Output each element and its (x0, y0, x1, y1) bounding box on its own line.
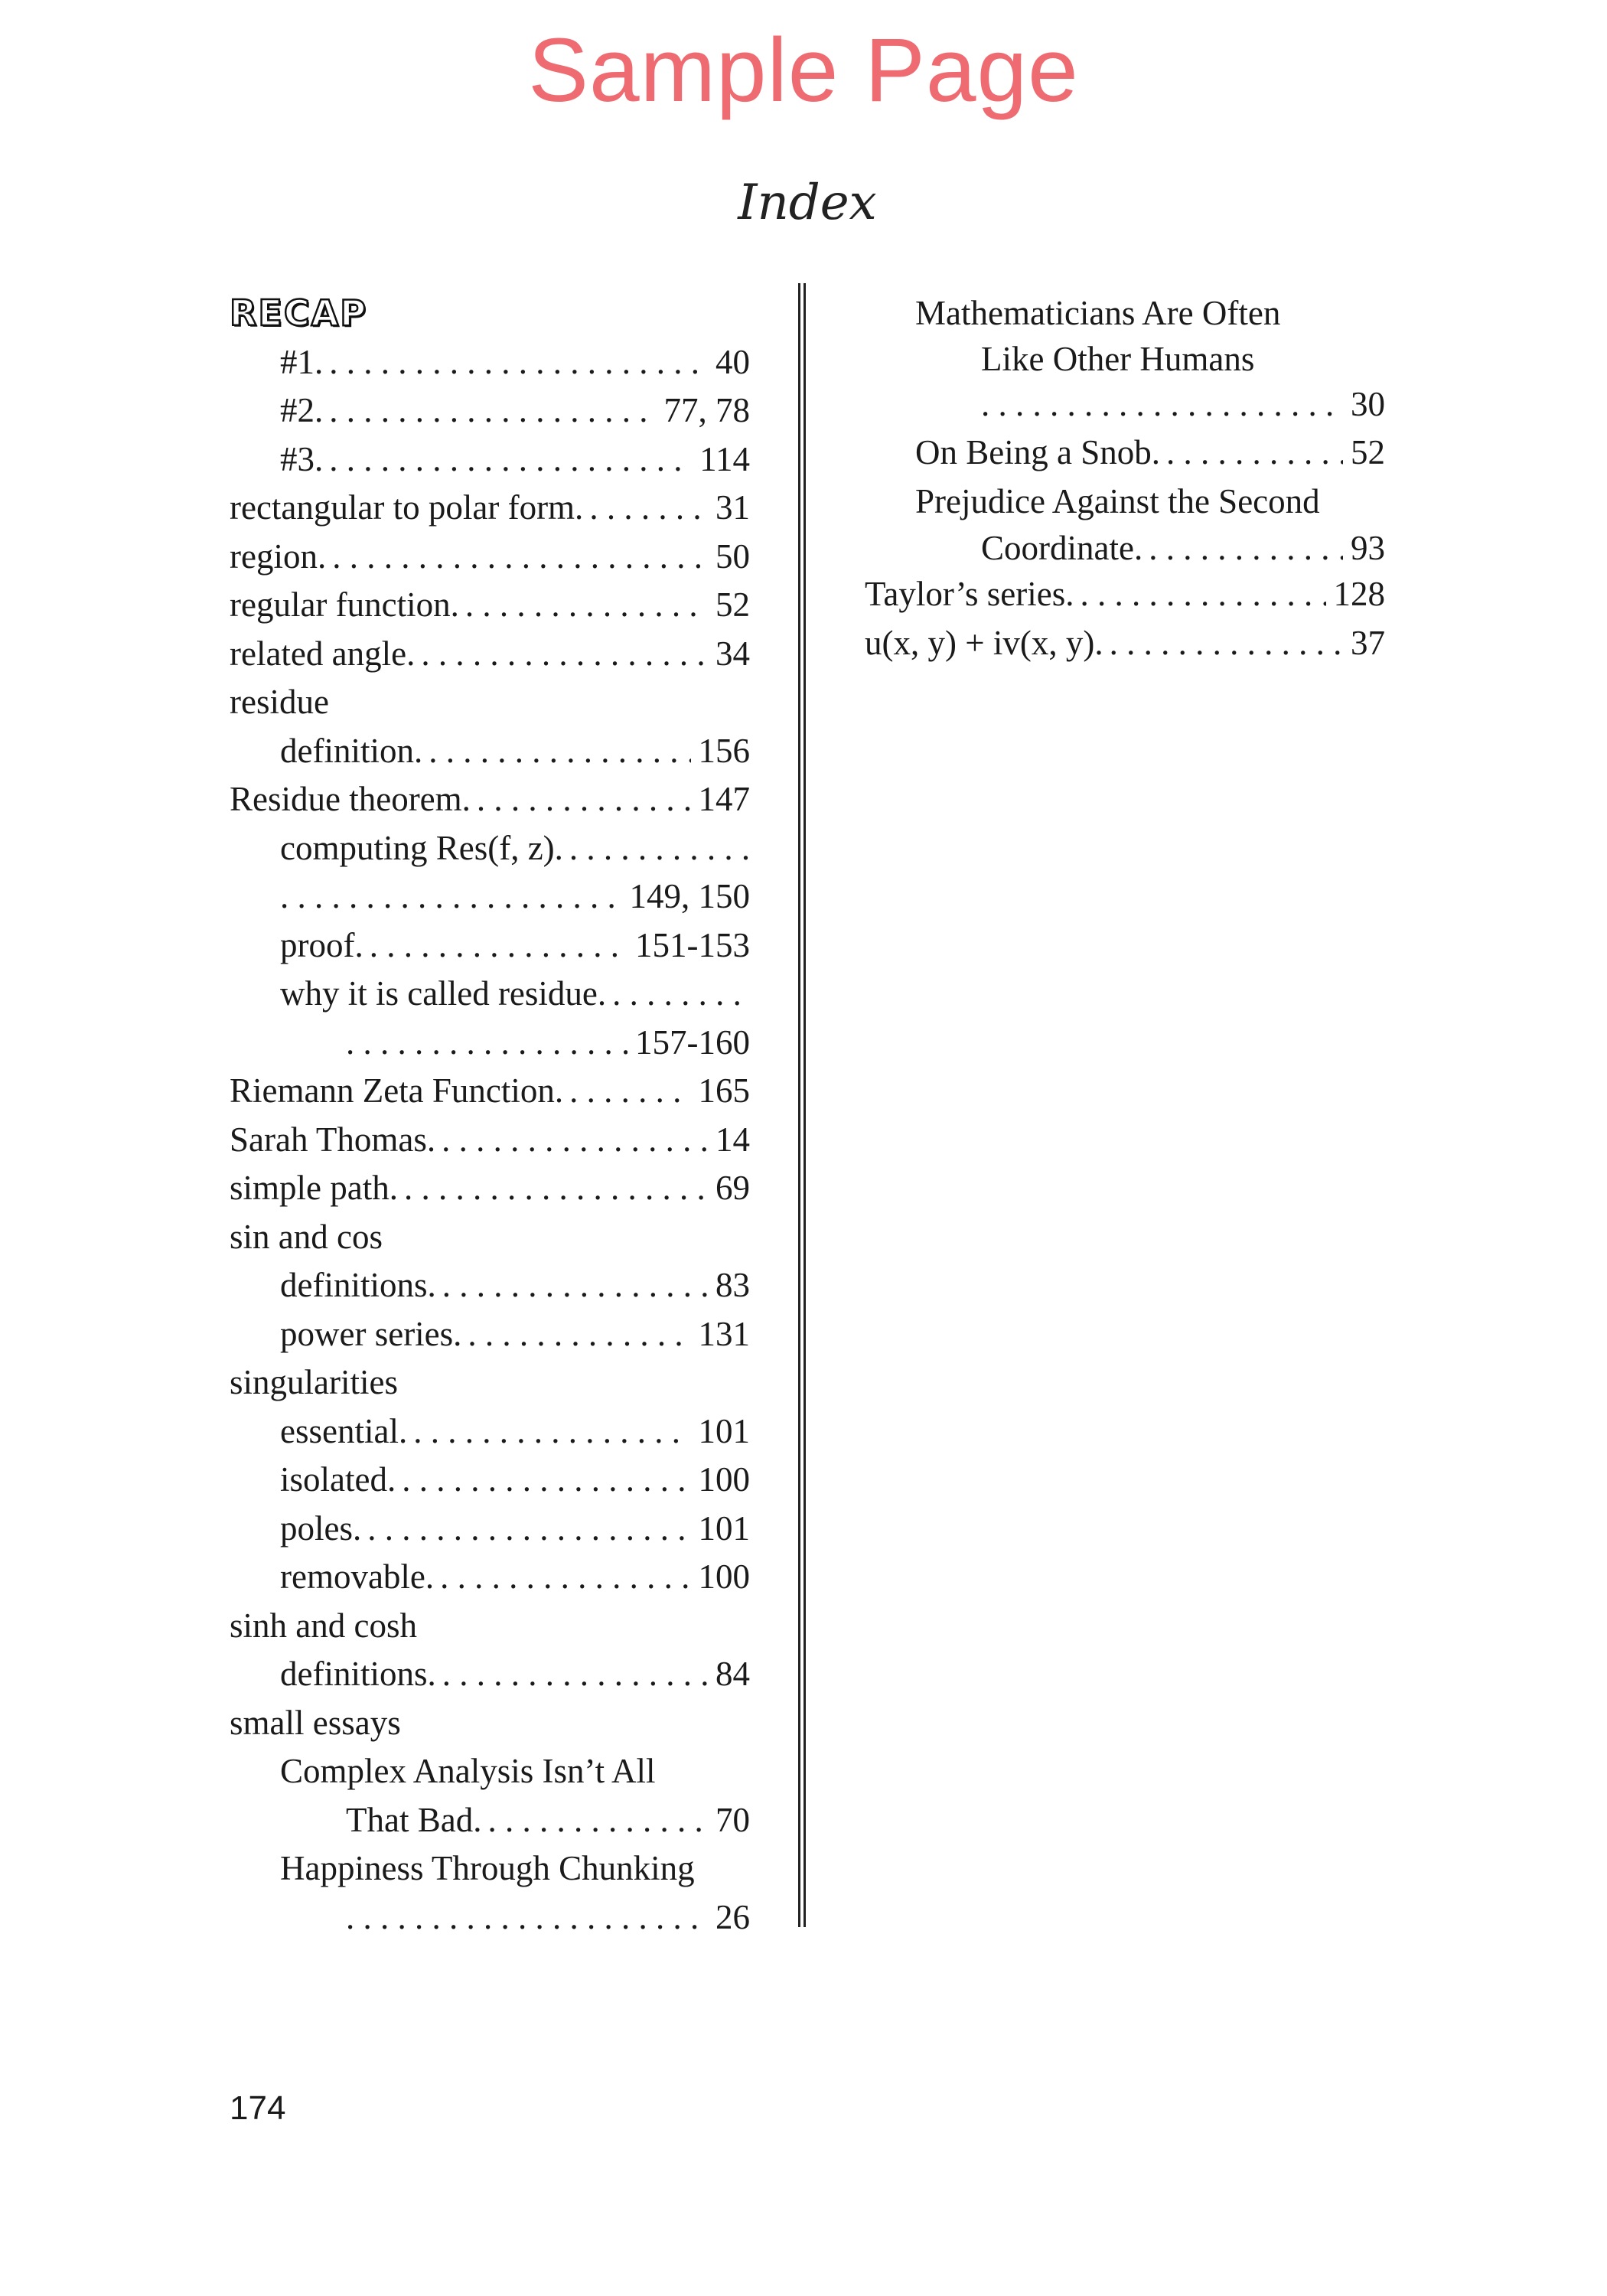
index-entry: power series. . . . 131 (230, 1310, 750, 1359)
index-entry: isolated. . . . 100 (230, 1456, 750, 1505)
index-entry-heading: Prejudice Against the Second (915, 481, 1320, 520)
index-entry: poles. . . . 101 (230, 1505, 750, 1554)
index-entry: definitions. . . . 84 (230, 1650, 750, 1699)
index-entry: definitions. . . . 83 (230, 1261, 750, 1310)
sample-page-watermark: Sample Page (528, 20, 1079, 121)
index-entry-heading: Complex Analysis Isn’t All (280, 1752, 656, 1790)
index-entry: removable. . . . 100 (230, 1553, 750, 1602)
index-entry: why it is called residue. . . . (230, 970, 750, 1019)
index-title: Index (738, 174, 877, 231)
index-entry-heading: small essays (230, 1703, 401, 1742)
index-entry-heading: singularities (230, 1363, 398, 1401)
index-entry-heading: sin and cos (230, 1217, 383, 1256)
index-entry: simple path. . . . 69 (230, 1164, 750, 1213)
index-entry-continuation: . . . 157-160 (230, 1019, 750, 1068)
index-entry: computing Res(f, z). . . . (230, 824, 750, 873)
index-left-column (230, 289, 750, 1942)
index-entry: region. . . . 50 (230, 533, 750, 582)
index-entry: proof. . . . 151-153 (230, 921, 750, 970)
index-entry-continuation: . . . 26 (230, 1893, 750, 1942)
page-number: 174 (230, 2089, 286, 2127)
index-entry-heading: Like Other Humans (981, 339, 1255, 378)
index-entry: #2. . . . 77, 78 (230, 386, 750, 435)
index-entry: #3. . . . 114 (230, 435, 750, 484)
index-entry-heading: residue (230, 683, 329, 721)
index-entry-continuation: . . . 30 (865, 380, 1385, 429)
index-entry: Taylor’s series. . . . 128 (865, 570, 1385, 619)
index-entry: rectangular to polar form. . . . 31 (230, 484, 750, 533)
section-heading (230, 289, 750, 338)
index-entry: essential. . . . 101 (230, 1407, 750, 1456)
index-entry: #1. . . . 40 (230, 338, 750, 387)
index-entry: u(x, y) + iv(x, y). . . . 37 (865, 619, 1385, 668)
index-entry: Riemann Zeta Function. . . . 165 (230, 1067, 750, 1116)
index-entry: Residue theorem. . . . 147 (230, 775, 750, 824)
index-entry-heading: Happiness Through Chunking (280, 1849, 695, 1887)
index-entry-heading: sinh and cosh (230, 1606, 417, 1645)
index-entry-heading: Mathematicians Are Often (915, 294, 1281, 332)
index-entry: regular function. . . . 52 (230, 581, 750, 630)
index-entry: related angle. . . . 34 (230, 630, 750, 679)
index-entry: That Bad. . . . 70 (230, 1796, 750, 1845)
index-entry: Sarah Thomas. . . . 14 (230, 1116, 750, 1165)
index-entry: definition. . . . 156 (230, 727, 750, 776)
index-entry: On Being a Snob. . . . 52 (865, 429, 1385, 478)
index-entry-continuation: . . . 149, 150 (230, 872, 750, 921)
column-divider (798, 283, 806, 1927)
index-entry: Coordinate. . . . 93 (865, 526, 1385, 570)
index-right-column (865, 289, 1385, 667)
section-heading-recap: RECAP (230, 292, 367, 334)
